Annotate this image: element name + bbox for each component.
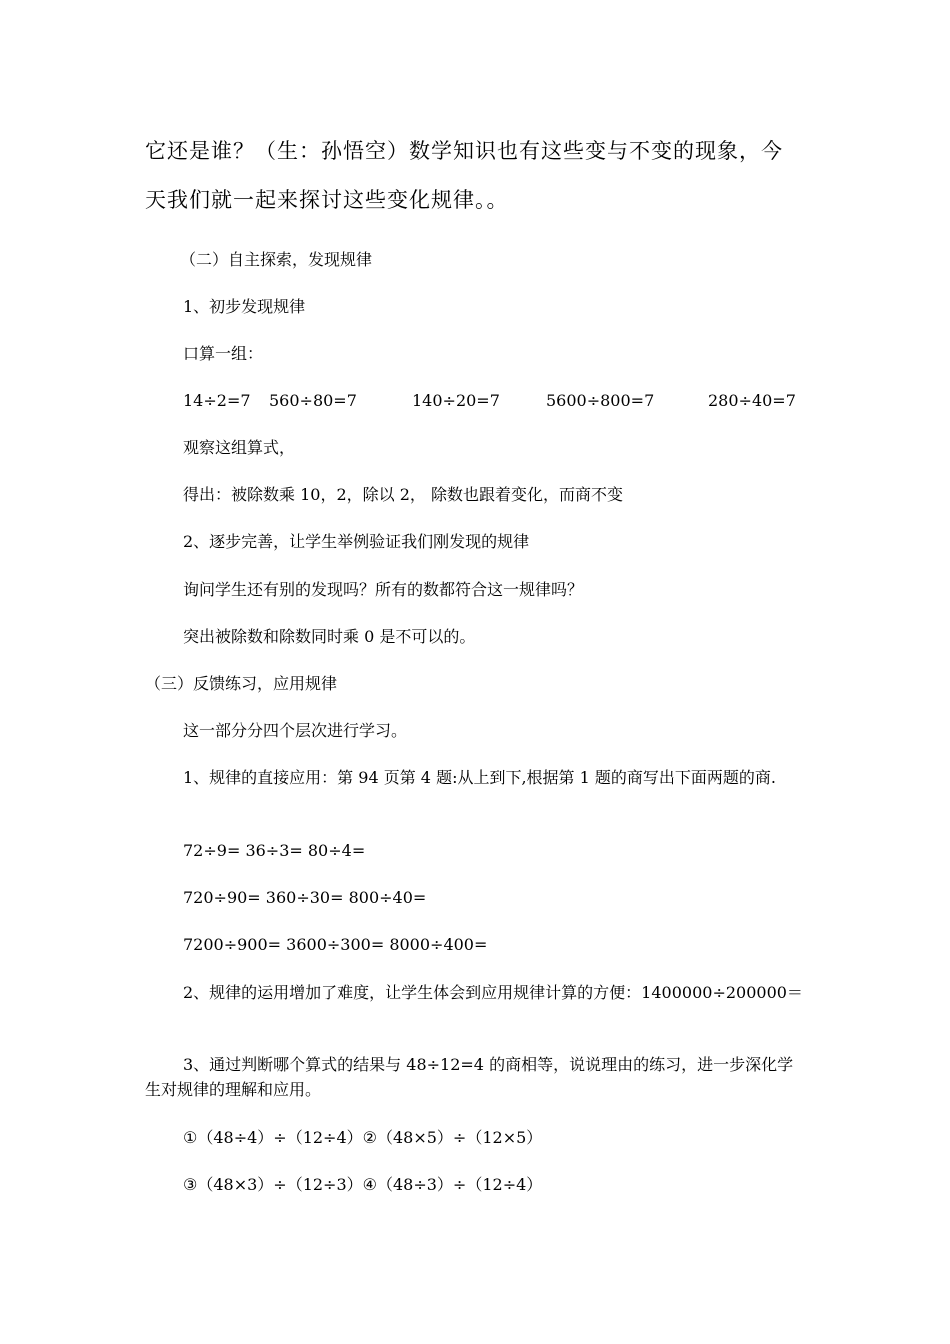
equation-3: 140÷20=7 — [412, 391, 500, 410]
choice-row-1: ①（48÷4）÷（12÷4）②（48×5）÷（12×5） — [183, 1128, 543, 1147]
conclusion-text: 得出：被除数乘 10，2，除以 2， 除数也跟着变化，而商不变 — [183, 485, 623, 504]
section-3-intro: 这一部分分四个层次进行学习。 — [183, 721, 408, 740]
intro-line-2: 天我们就一起来探讨这些变化规律。。 — [145, 188, 509, 212]
observe-text: 观察这组算式， — [183, 438, 296, 457]
exercise-3-text: 3、通过判断哪个算式的结果与 48÷12=4 的商相等，说说理由的练习，进一步深化学生对规律的理解和应用。 — [145, 1055, 794, 1099]
equation-4: 5600÷800=7 — [546, 391, 655, 410]
exercise-row-2: 720÷90= 360÷30= 800÷40= — [183, 888, 427, 907]
oral-calc-label: 口算一组： — [183, 344, 264, 363]
question-text: 询问学生还有别的发现吗？所有的数都符合这一规律吗？ — [183, 580, 584, 599]
exercise-row-3: 7200÷900= 3600÷300= 8000÷400= — [183, 935, 488, 954]
intro-line-1: 它还是谁？（生：孙悟空）数学知识也有这些变与不变的现象，今 — [145, 139, 783, 163]
exercise-2-text: 2、规律的运用增加了难度，让学生体会到应用规律计算的方便：1400000÷200000＝ — [183, 983, 803, 1002]
equation-1: 14÷2=7 — [183, 391, 251, 410]
step-1-title: 1、初步发现规律 — [183, 297, 306, 316]
equation-5: 280÷40=7 — [708, 391, 796, 410]
step-2-title: 2、逐步完善，让学生举例验证我们刚发现的规律 — [183, 532, 530, 551]
equation-2: 560÷80=7 — [269, 391, 357, 410]
choice-row-2: ③（48×3）÷（12÷3）④（48÷3）÷（12÷4） — [183, 1175, 543, 1194]
highlight-text: 突出被除数和除数同时乘 0 是不可以的。 — [183, 627, 476, 646]
exercise-row-1: 72÷9= 36÷3= 80÷4= — [183, 841, 366, 860]
section-3-heading: （三）反馈练习，应用规律 — [145, 674, 338, 693]
section-2-heading: （二）自主探索，发现规律 — [180, 250, 373, 269]
exercise-1-text: 1、规律的直接应用：第 94 页第 4 题:从上到下,根据第 1 题的商写出下面两题的商. — [183, 768, 776, 787]
